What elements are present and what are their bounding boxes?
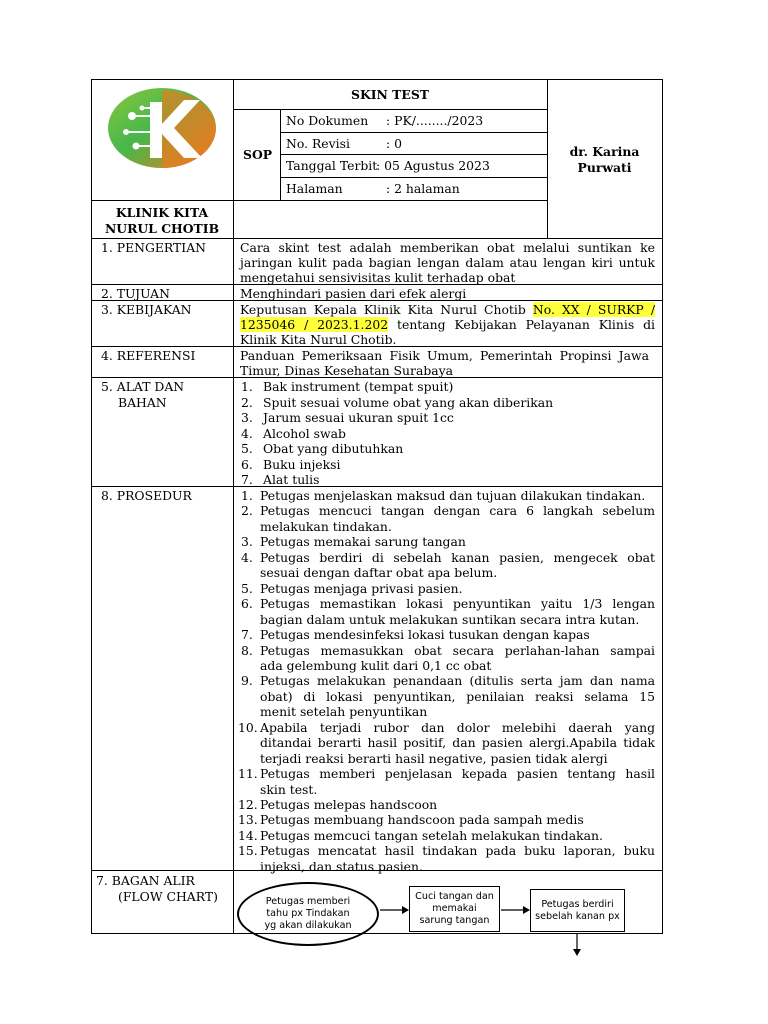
clinic-name: KLINIK KITA NURUL CHOTIB <box>104 205 220 236</box>
procedure-step-text: Petugas menjelaskan maksud dan tujuan dilakukan tindakan. <box>260 488 646 503</box>
list-item: Spuit sesuai volume obat yang akan diberikan <box>263 394 554 410</box>
list-item: Alat tulis <box>263 472 320 487</box>
step-number: 8. <box>241 642 253 658</box>
document-title: SKIN TEST <box>351 87 429 102</box>
clinic-logo <box>104 86 219 170</box>
procedure-step-text: Petugas memasukkan obat secara perlahan-lahan sampai <box>260 642 655 658</box>
step-number: 2. <box>241 503 253 519</box>
step-number: 10. <box>238 719 258 735</box>
procedure-step-text: Petugas melakukan penandaan (ditulis serta jam dan nama <box>260 673 655 689</box>
procedure-step-text: injeksi, dan status pasien. <box>260 858 423 874</box>
section-content-tujuan: Menghindari pasien dari efek alergi <box>240 286 467 301</box>
list-item: Obat yang dibutuhkan <box>263 441 404 456</box>
section-label-tujuan: 2. TUJUAN <box>101 286 170 301</box>
meta-label-no-revisi: No. Revisi <box>286 136 350 151</box>
meta-value-no-dokumen: : PK/......../2023 <box>386 113 484 128</box>
step-number: 11. <box>238 766 258 782</box>
procedure-step-text: Petugas memberi penjelasan kepada pasien tentang hasil <box>260 766 655 782</box>
step-number: 9. <box>241 673 253 689</box>
policy-number-highlight: No. XX / SURKP / <box>532 302 655 317</box>
section-label-pengertian: 1. PENGERTIAN <box>101 240 206 255</box>
flow-arrow-down-icon <box>570 933 584 957</box>
procedure-step-text: Petugas mendesinfeksi lokasi tusukan dengan kapas <box>260 627 590 643</box>
step-number: 14. <box>238 827 258 843</box>
policy-number-highlight: 1235046 / 2023.1.202 <box>240 317 389 332</box>
flow-arrow-icon <box>501 903 531 917</box>
flow-node-label: Petugas berdiri sebelah kanan px <box>535 899 620 922</box>
meta-value-tanggal-terbit: : 05 Agustus 2023 <box>376 158 490 173</box>
step-number: 1. <box>241 488 253 503</box>
step-number: 3. <box>241 534 253 550</box>
sop-label: SOP <box>243 147 273 162</box>
procedure-step-text: Petugas memakai sarung tangan <box>260 534 466 550</box>
meta-label-no-dokumen: No Dokumen <box>286 113 369 128</box>
step-number: 4. <box>241 549 253 565</box>
section-label-kebijakan: 3. KEBIJAKAN <box>101 302 192 317</box>
list-item: Alcohol swab <box>263 425 346 441</box>
list-item: Bak instrument (tempat spuit) <box>263 379 454 394</box>
procedure-step-text: obat) di lokasi penyuntikan, penilaian reaksi selama 15 <box>260 688 655 704</box>
procedure-step-text: menit setelah penyuntikan <box>260 704 428 720</box>
step-number: 13. <box>238 812 258 828</box>
flow-node-label: Petugas memberi tahu px Tindakan yg akan dilakukan <box>264 896 352 931</box>
procedure-step-text: Petugas memcuci tangan setelah melakukan tindakan. <box>260 827 603 843</box>
procedure-step-text: melakukan tindakan. <box>260 518 392 534</box>
signatory-name: dr. Karina Purwati <box>569 144 640 175</box>
list-item: 1. <box>241 379 253 394</box>
procedure-step-text: Petugas berdiri di sebelah kanan pasien, mengecek obat <box>260 549 655 565</box>
meta-value-halaman: : 2 halaman <box>386 181 460 196</box>
procedure-step-text: Apabila terjadi rubor dan dolor melebihi daerah yang <box>260 719 655 735</box>
section-label-referensi: 4. REFERENSI <box>101 348 196 363</box>
step-number: 6. <box>241 596 253 612</box>
procedure-step-text: sesuai dengan daftar obat apa belum. <box>260 565 498 581</box>
list-item: Buku injeksi <box>263 456 341 472</box>
section-label-bagan-alir: 7. BAGAN ALIR (FLOW CHART) <box>96 873 218 904</box>
procedure-step-text: Petugas memastikan lokasi penyuntikan yaitu 1/3 lengan <box>260 596 655 612</box>
meta-label-tanggal-terbit: Tanggal Terbit <box>286 158 378 173</box>
flow-arrow-icon <box>380 903 410 917</box>
procedure-step-text: ditandai berarti hasil positif, dan pasien alergi.Apabila tidak <box>260 735 655 751</box>
procedure-step-text: terjadi reaksi berarti hasil negative, pasien tidak alergi <box>260 750 608 766</box>
procedure-step-text: Petugas mencatat hasil tindakan pada buku laporan, buku <box>260 843 655 859</box>
procedure-step-text: Petugas menjaga privasi pasien. <box>260 580 463 596</box>
procedure-step-text: Petugas mencuci tangan dengan cara 6 langkah sebelum <box>260 503 655 519</box>
procedure-step-text: Petugas membuang handscoon pada sampah medis <box>260 812 584 828</box>
flow-node-label: Cuci tangan dan memakai sarung tangan <box>415 891 494 926</box>
step-number: 7. <box>241 627 253 643</box>
procedure-step-text: Petugas melepas handscoon <box>260 797 438 812</box>
section-label-prosedur: 8. PROSEDUR <box>101 488 192 503</box>
section-label-alat-dan-bahan: 5. ALAT DAN BAHAN <box>101 379 185 410</box>
meta-value-no-revisi: : 0 <box>386 136 402 151</box>
meta-label-halaman: Halaman <box>286 181 343 196</box>
step-number: 5. <box>241 580 253 596</box>
step-number: 12. <box>238 797 258 812</box>
procedure-step-text: ada gelembung kulit dari 0,1 cc obat <box>260 657 492 673</box>
step-number: 15. <box>238 843 258 859</box>
list-item: Jarum sesuai ukuran spuit 1cc <box>263 410 454 425</box>
procedure-step-text: bagian dalam untuk melakukan suntikan secara intra kutan. <box>260 611 640 627</box>
procedure-step-text: skin test. <box>260 781 318 797</box>
